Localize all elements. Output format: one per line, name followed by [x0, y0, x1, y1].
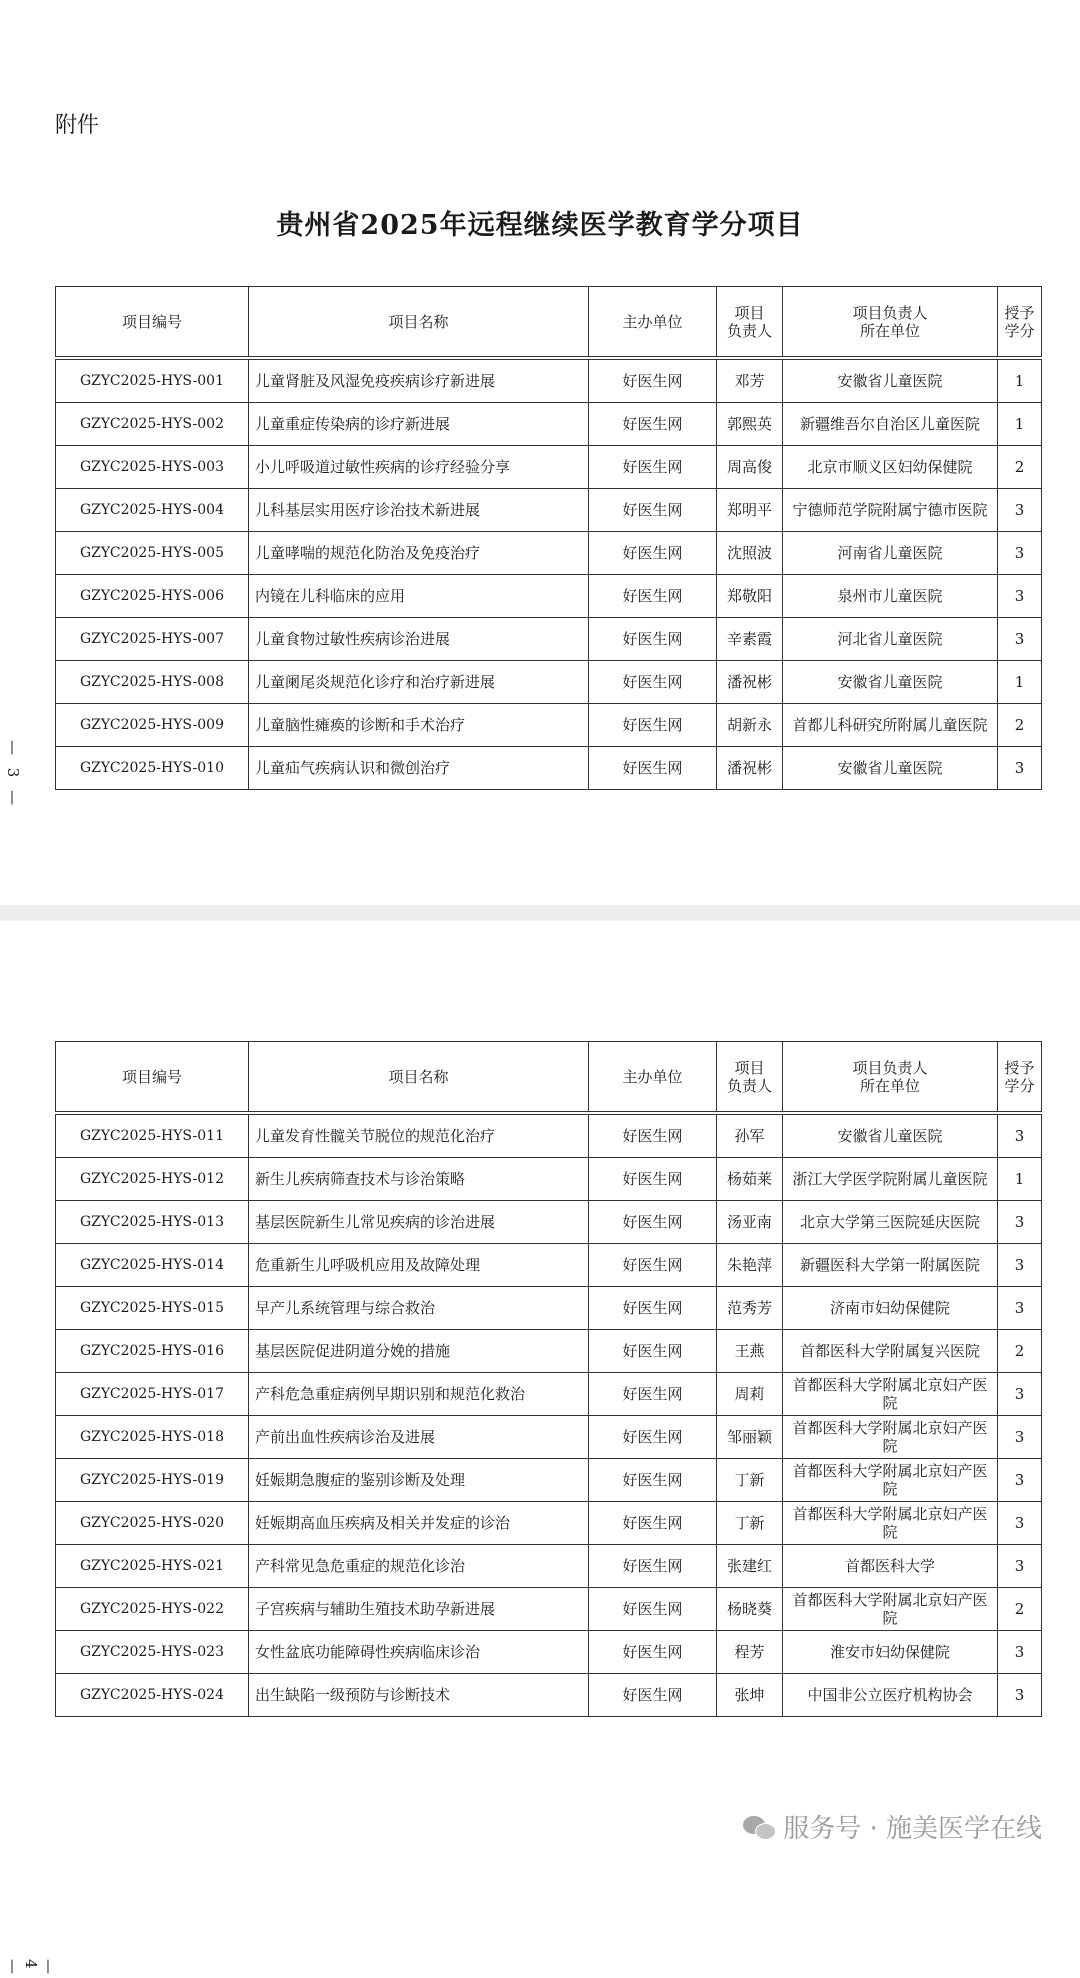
project-code-cell: GZYC2025-HYS-012 — [56, 1158, 249, 1201]
table-row — [56, 1545, 1042, 1588]
header-project-name: 项目名称 — [249, 287, 589, 359]
project-name-cell: 基层医院新生儿常见疾病的诊治进展 — [249, 1201, 589, 1244]
project-name-cell: 儿童重症传染病的诊疗新进展 — [249, 403, 589, 446]
organizer-cell: 好医生网 — [589, 1545, 717, 1588]
organizer-cell: 好医生网 — [589, 1459, 717, 1502]
table-row — [56, 1244, 1042, 1287]
page-number: — 4 — — [4, 1959, 58, 1978]
header-credits: 授予 学分 — [998, 287, 1042, 359]
table-row — [56, 1502, 1042, 1545]
header-credits: 授予 学分 — [998, 1042, 1042, 1114]
table-header-row — [56, 1042, 1042, 1114]
lead-unit-cell: 浙江大学医学院附属儿童医院 — [783, 1158, 998, 1201]
project-name-cell: 儿童哮喘的规范化防治及免疫治疗 — [249, 532, 589, 575]
credits-cell: 3 — [998, 747, 1042, 790]
lead-unit-cell: 宁德师范学院附属宁德市医院 — [783, 489, 998, 532]
table-row — [56, 1201, 1042, 1244]
project-lead-cell: 丁新 — [717, 1459, 783, 1502]
lead-unit-cell: 济南市妇幼保健院 — [783, 1287, 998, 1330]
credits-cell: 2 — [998, 704, 1042, 747]
table-row — [56, 747, 1042, 790]
project-lead-cell: 张建红 — [717, 1545, 783, 1588]
credits-cell: 1 — [998, 661, 1042, 704]
project-code-cell: GZYC2025-HYS-008 — [56, 661, 249, 704]
organizer-cell: 好医生网 — [589, 1201, 717, 1244]
lead-unit-cell: 首都医科大学附属北京妇产医院 — [783, 1502, 998, 1545]
project-name-cell: 女性盆底功能障碍性疾病临床诊治 — [249, 1631, 589, 1674]
project-name-cell: 妊娠期急腹症的鉴别诊断及处理 — [249, 1459, 589, 1502]
header-organizer: 主办单位 — [589, 287, 717, 359]
organizer-cell: 好医生网 — [589, 1631, 717, 1674]
lead-unit-cell: 首都医科大学附属复兴医院 — [783, 1330, 998, 1373]
credits-cell: 3 — [998, 1459, 1042, 1502]
credit-projects-table — [55, 286, 1042, 790]
project-lead-cell: 程芳 — [717, 1631, 783, 1674]
table-body — [56, 1113, 1042, 1717]
header-lead-unit: 项目负责人 所在单位 — [783, 1042, 998, 1114]
table-row — [56, 1416, 1042, 1459]
project-lead-cell: 孙军 — [717, 1113, 783, 1158]
project-code-cell: GZYC2025-HYS-024 — [56, 1674, 249, 1717]
table-row — [56, 704, 1042, 747]
organizer-cell: 好医生网 — [589, 358, 717, 403]
project-lead-cell: 丁新 — [717, 1502, 783, 1545]
credits-cell: 1 — [998, 1158, 1042, 1201]
project-name-cell: 儿科基层实用医疗诊治技术新进展 — [249, 489, 589, 532]
credits-cell: 3 — [998, 1201, 1042, 1244]
lead-unit-cell: 首都儿科研究所附属儿童医院 — [783, 704, 998, 747]
project-lead-cell: 潘祝彬 — [717, 661, 783, 704]
project-name-cell: 儿童肾脏及风湿免疫疾病诊疗新进展 — [249, 358, 589, 403]
lead-unit-cell: 首都医科大学附属北京妇产医院 — [783, 1588, 998, 1631]
credits-cell: 3 — [998, 1674, 1042, 1717]
project-code-cell: GZYC2025-HYS-006 — [56, 575, 249, 618]
lead-unit-cell: 首都医科大学附属北京妇产医院 — [783, 1459, 998, 1502]
table-row — [56, 1330, 1042, 1373]
project-code-cell: GZYC2025-HYS-015 — [56, 1287, 249, 1330]
wechat-icon — [743, 1814, 775, 1840]
organizer-cell: 好医生网 — [589, 1244, 717, 1287]
organizer-cell: 好医生网 — [589, 1416, 717, 1459]
header-organizer: 主办单位 — [589, 1042, 717, 1114]
project-code-cell: GZYC2025-HYS-014 — [56, 1244, 249, 1287]
table-row — [56, 618, 1042, 661]
project-code-cell: GZYC2025-HYS-002 — [56, 403, 249, 446]
credits-cell: 3 — [998, 532, 1042, 575]
project-code-cell: GZYC2025-HYS-022 — [56, 1588, 249, 1631]
project-name-cell: 内镜在儿科临床的应用 — [249, 575, 589, 618]
credits-cell: 1 — [998, 358, 1042, 403]
project-name-cell: 儿童食物过敏性疾病诊治进展 — [249, 618, 589, 661]
project-lead-cell: 周高俊 — [717, 446, 783, 489]
table-row — [56, 1113, 1042, 1158]
header-project-lead: 项目 负责人 — [717, 1042, 783, 1114]
organizer-cell: 好医生网 — [589, 489, 717, 532]
project-name-cell: 基层医院促进阴道分娩的措施 — [249, 1330, 589, 1373]
table-row — [56, 1158, 1042, 1201]
lead-unit-cell: 河南省儿童医院 — [783, 532, 998, 575]
project-lead-cell: 潘祝彬 — [717, 747, 783, 790]
lead-unit-cell: 北京市顺义区妇幼保健院 — [783, 446, 998, 489]
organizer-cell: 好医生网 — [589, 1502, 717, 1545]
project-code-cell: GZYC2025-HYS-018 — [56, 1416, 249, 1459]
lead-unit-cell: 新疆医科大学第一附属医院 — [783, 1244, 998, 1287]
organizer-cell: 好医生网 — [589, 1113, 717, 1158]
lead-unit-cell: 北京大学第三医院延庆医院 — [783, 1201, 998, 1244]
project-code-cell: GZYC2025-HYS-021 — [56, 1545, 249, 1588]
watermark-footer — [743, 1808, 1042, 1845]
project-name-cell: 早产儿系统管理与综合救治 — [249, 1287, 589, 1330]
header-project-code: 项目编号 — [56, 287, 249, 359]
page-separator — [0, 905, 1080, 921]
project-name-cell: 产前出血性疾病诊治及进展 — [249, 1416, 589, 1459]
lead-unit-cell: 淮安市妇幼保健院 — [783, 1631, 998, 1674]
project-name-cell: 儿童发育性髋关节脱位的规范化治疗 — [249, 1113, 589, 1158]
table-row — [56, 446, 1042, 489]
table-row — [56, 358, 1042, 403]
project-code-cell: GZYC2025-HYS-010 — [56, 747, 249, 790]
project-code-cell: GZYC2025-HYS-003 — [56, 446, 249, 489]
project-code-cell: GZYC2025-HYS-013 — [56, 1201, 249, 1244]
header-project-code: 项目编号 — [56, 1042, 249, 1114]
table-row — [56, 1373, 1042, 1416]
credits-cell: 2 — [998, 1330, 1042, 1373]
project-lead-cell: 邹丽颖 — [717, 1416, 783, 1459]
project-code-cell: GZYC2025-HYS-007 — [56, 618, 249, 661]
header-project-lead: 项目 负责人 — [717, 287, 783, 359]
project-code-cell: GZYC2025-HYS-017 — [56, 1373, 249, 1416]
project-name-cell: 儿童阑尾炎规范化诊疗和治疗新进展 — [249, 661, 589, 704]
project-lead-cell: 杨晓葵 — [717, 1588, 783, 1631]
project-name-cell: 子宫疾病与辅助生殖技术助孕新进展 — [249, 1588, 589, 1631]
project-name-cell: 产科危急重症病例早期识别和规范化救治 — [249, 1373, 589, 1416]
project-lead-cell: 范秀芳 — [717, 1287, 783, 1330]
lead-unit-cell: 安徽省儿童医院 — [783, 661, 998, 704]
table-row — [56, 1459, 1042, 1502]
project-code-cell: GZYC2025-HYS-004 — [56, 489, 249, 532]
credits-cell: 3 — [998, 1373, 1042, 1416]
project-code-cell: GZYC2025-HYS-016 — [56, 1330, 249, 1373]
table-body — [56, 358, 1042, 790]
project-lead-cell: 郑明平 — [717, 489, 783, 532]
credits-cell: 3 — [998, 575, 1042, 618]
attachment-label: 附件 — [55, 113, 100, 138]
project-lead-cell: 汤亚南 — [717, 1201, 783, 1244]
project-lead-cell: 邓芳 — [717, 358, 783, 403]
project-code-cell: GZYC2025-HYS-019 — [56, 1459, 249, 1502]
credits-cell: 3 — [998, 1244, 1042, 1287]
project-name-cell: 产科常见急危重症的规范化诊治 — [249, 1545, 589, 1588]
table-row — [56, 1674, 1042, 1717]
project-lead-cell: 辛素霞 — [717, 618, 783, 661]
organizer-cell: 好医生网 — [589, 403, 717, 446]
organizer-cell: 好医生网 — [589, 1588, 717, 1631]
credits-cell: 2 — [998, 446, 1042, 489]
project-name-cell: 妊娠期高血压疾病及相关并发症的诊治 — [249, 1502, 589, 1545]
footer-text: 服务号 · 施美医学在线 — [783, 1814, 1042, 1844]
header-lead-unit: 项目负责人 所在单位 — [783, 287, 998, 359]
credits-cell: 3 — [998, 1416, 1042, 1459]
table-row — [56, 532, 1042, 575]
lead-unit-cell: 新疆维吾尔自治区儿童医院 — [783, 403, 998, 446]
project-code-cell: GZYC2025-HYS-001 — [56, 358, 249, 403]
lead-unit-cell: 安徽省儿童医院 — [783, 747, 998, 790]
lead-unit-cell: 首都医科大学附属北京妇产医院 — [783, 1373, 998, 1416]
organizer-cell: 好医生网 — [589, 1330, 717, 1373]
project-name-cell: 危重新生儿呼吸机应用及故障处理 — [249, 1244, 589, 1287]
lead-unit-cell: 首都医科大学 — [783, 1545, 998, 1588]
table-row — [56, 1631, 1042, 1674]
credits-cell: 3 — [998, 1631, 1042, 1674]
organizer-cell: 好医生网 — [589, 1373, 717, 1416]
credits-cell: 2 — [998, 1588, 1042, 1631]
project-name-cell: 儿童疝气疾病认识和微创治疗 — [249, 747, 589, 790]
table-row — [56, 575, 1042, 618]
organizer-cell: 好医生网 — [589, 618, 717, 661]
project-code-cell: GZYC2025-HYS-005 — [56, 532, 249, 575]
project-name-cell: 儿童脑性瘫痪的诊断和手术治疗 — [249, 704, 589, 747]
project-lead-cell: 胡新永 — [717, 704, 783, 747]
table-row — [56, 1588, 1042, 1631]
table-row — [56, 661, 1042, 704]
organizer-cell: 好医生网 — [589, 575, 717, 618]
table-row — [56, 403, 1042, 446]
project-lead-cell: 王燕 — [717, 1330, 783, 1373]
organizer-cell: 好医生网 — [589, 1674, 717, 1717]
table-header-row — [56, 287, 1042, 359]
project-name-cell: 新生儿疾病筛查技术与诊治策略 — [249, 1158, 589, 1201]
credits-cell: 3 — [998, 1113, 1042, 1158]
project-lead-cell: 杨茹莱 — [717, 1158, 783, 1201]
project-lead-cell: 郑敬阳 — [717, 575, 783, 618]
table-row — [56, 489, 1042, 532]
project-code-cell: GZYC2025-HYS-011 — [56, 1113, 249, 1158]
credit-projects-table-continued — [55, 1041, 1042, 1717]
credits-cell: 3 — [998, 1287, 1042, 1330]
lead-unit-cell: 首都医科大学附属北京妇产医院 — [783, 1416, 998, 1459]
page-number: — 3 — — [4, 740, 22, 810]
credits-cell: 3 — [998, 618, 1042, 661]
project-lead-cell: 沈照波 — [717, 532, 783, 575]
project-code-cell: GZYC2025-HYS-020 — [56, 1502, 249, 1545]
organizer-cell: 好医生网 — [589, 1287, 717, 1330]
organizer-cell: 好医生网 — [589, 661, 717, 704]
project-name-cell: 小儿呼吸道过敏性疾病的诊疗经验分享 — [249, 446, 589, 489]
credits-cell: 1 — [998, 403, 1042, 446]
project-lead-cell: 周莉 — [717, 1373, 783, 1416]
project-name-cell: 出生缺陷一级预防与诊断技术 — [249, 1674, 589, 1717]
project-code-cell: GZYC2025-HYS-023 — [56, 1631, 249, 1674]
organizer-cell: 好医生网 — [589, 704, 717, 747]
lead-unit-cell: 泉州市儿童医院 — [783, 575, 998, 618]
organizer-cell: 好医生网 — [589, 1158, 717, 1201]
document-page-3 — [0, 0, 1080, 905]
header-project-name: 项目名称 — [249, 1042, 589, 1114]
organizer-cell: 好医生网 — [589, 532, 717, 575]
project-code-cell: GZYC2025-HYS-009 — [56, 704, 249, 747]
credits-cell: 3 — [998, 1545, 1042, 1588]
lead-unit-cell: 安徽省儿童医院 — [783, 1113, 998, 1158]
lead-unit-cell: 河北省儿童医院 — [783, 618, 998, 661]
lead-unit-cell: 安徽省儿童医院 — [783, 358, 998, 403]
project-lead-cell: 朱艳萍 — [717, 1244, 783, 1287]
credits-cell: 3 — [998, 489, 1042, 532]
project-lead-cell: 张坤 — [717, 1674, 783, 1717]
table-row — [56, 1287, 1042, 1330]
organizer-cell: 好医生网 — [589, 747, 717, 790]
organizer-cell: 好医生网 — [589, 446, 717, 489]
document-title: 贵州省2025年远程继续医学教育学分项目 — [276, 210, 804, 241]
project-lead-cell: 郭熙英 — [717, 403, 783, 446]
credits-cell: 3 — [998, 1502, 1042, 1545]
lead-unit-cell: 中国非公立医疗机构协会 — [783, 1674, 998, 1717]
